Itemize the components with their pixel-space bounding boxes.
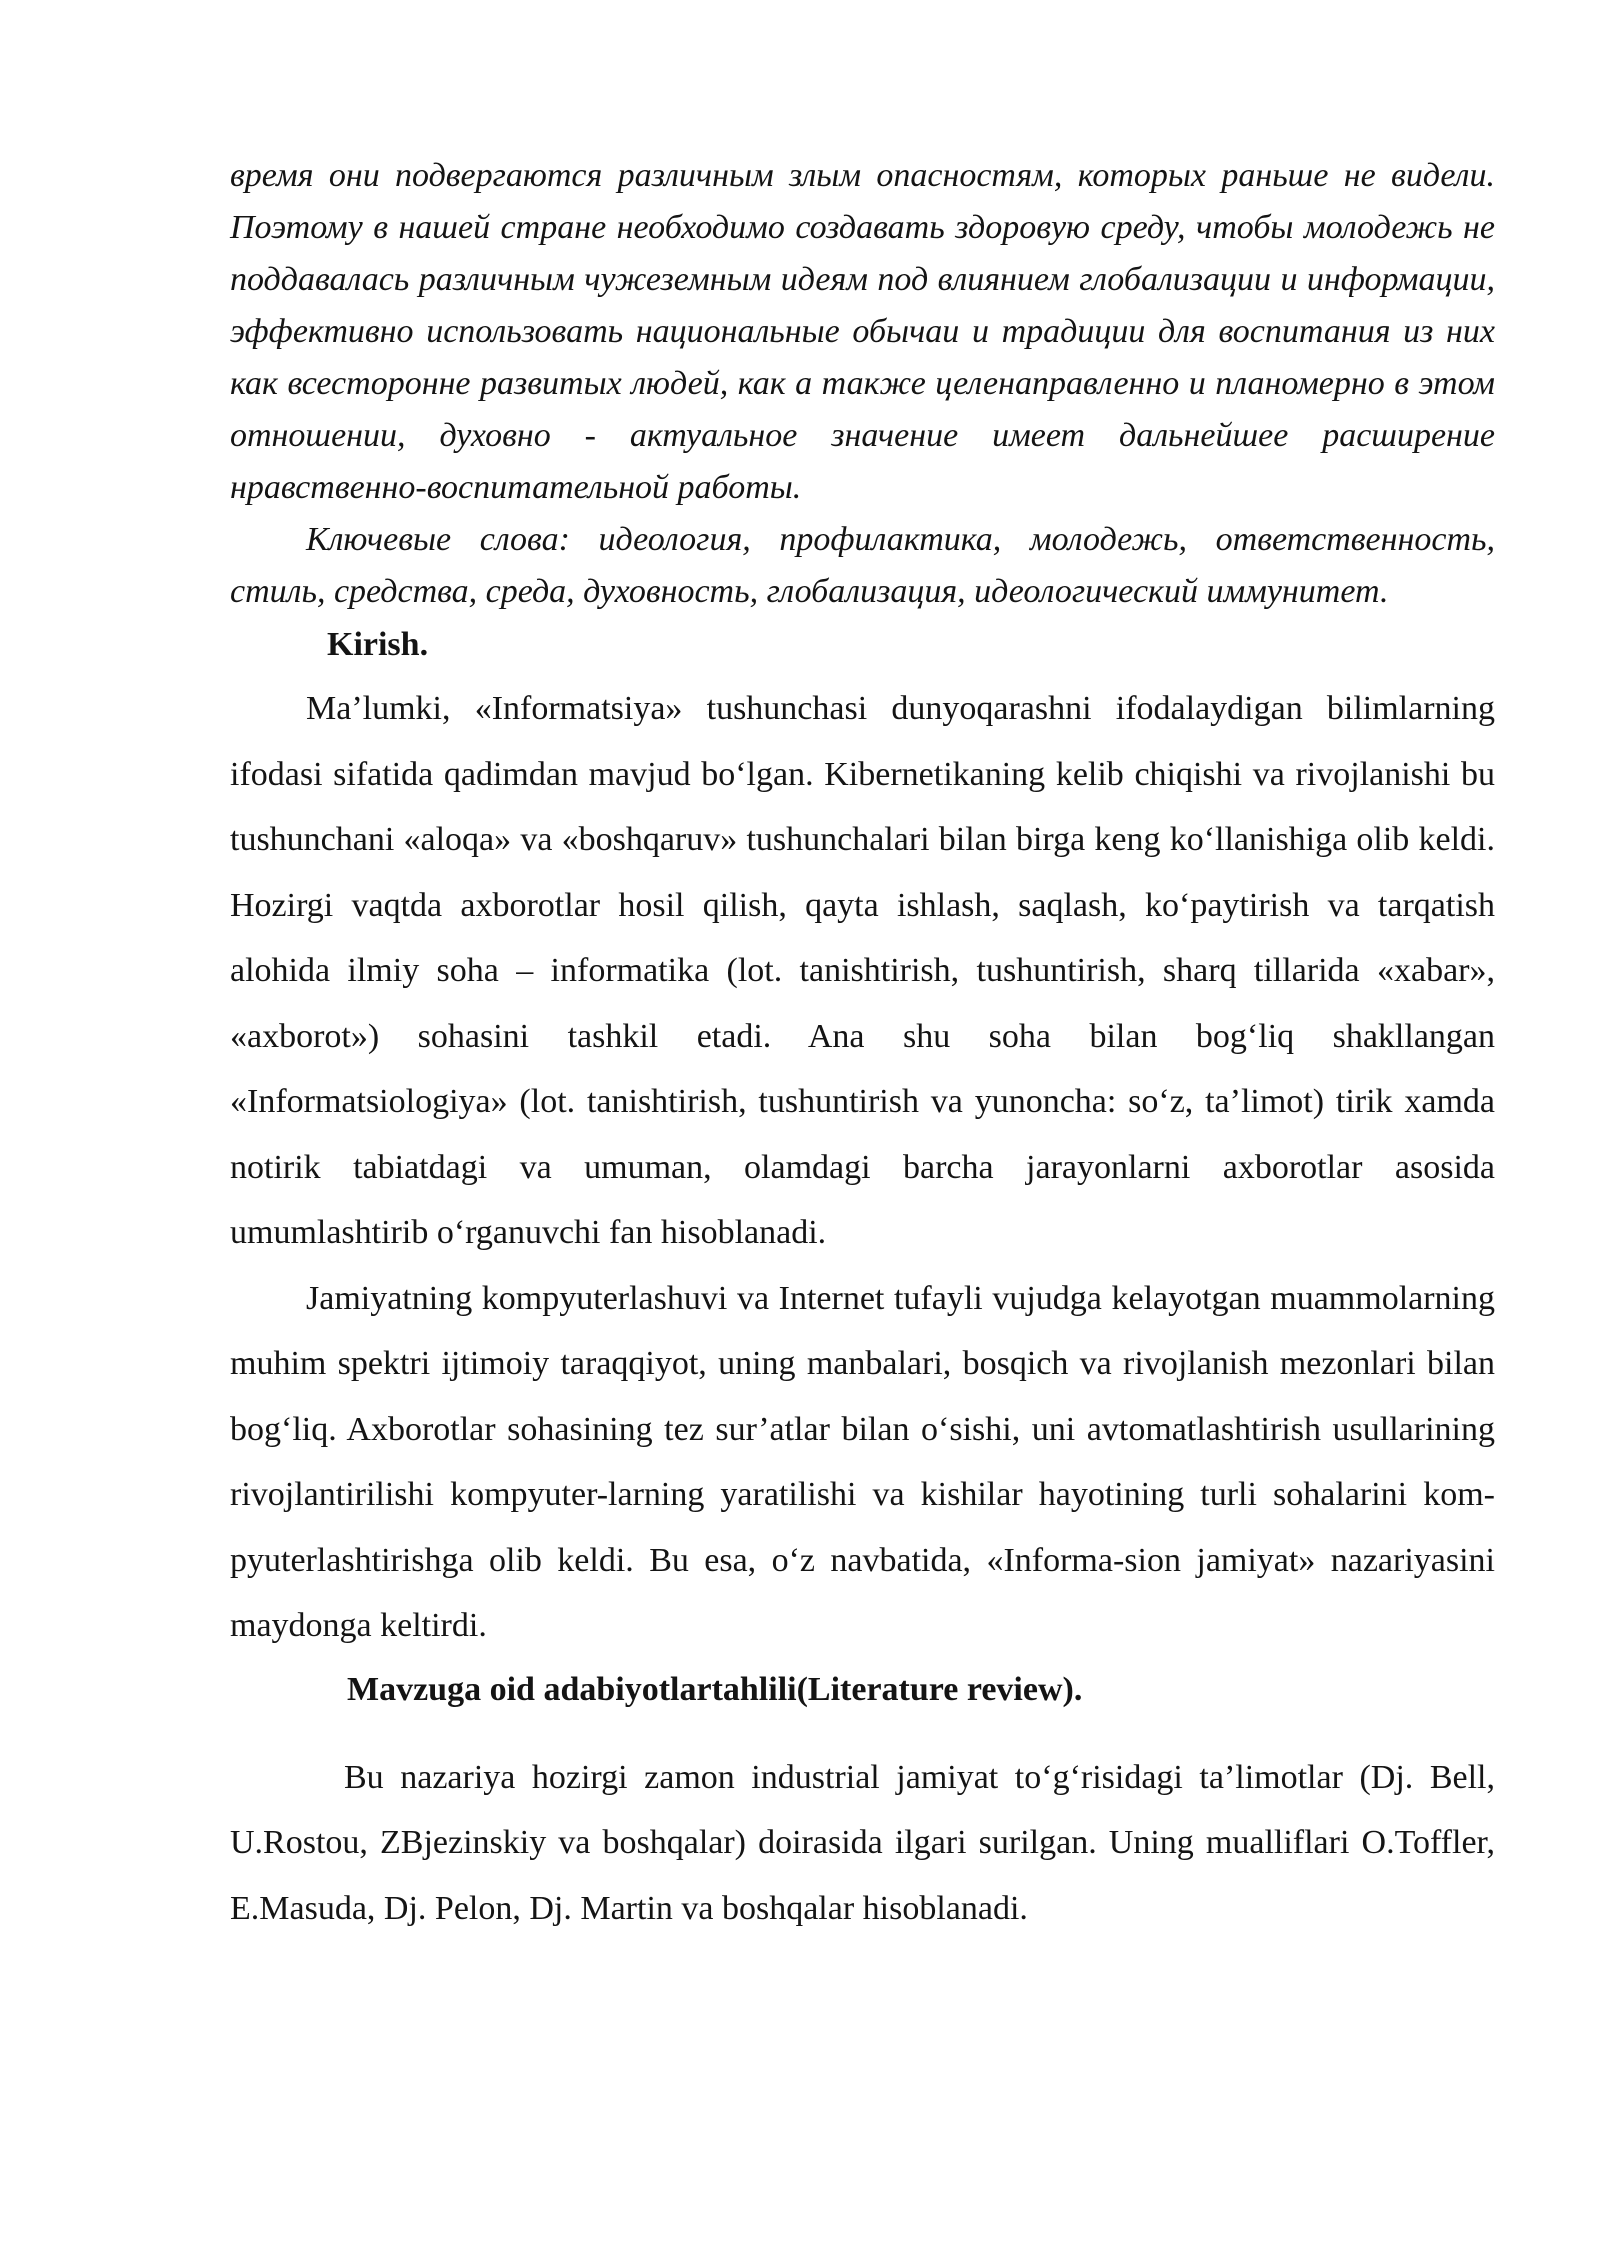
keywords-paragraph: Ключевые слова: идеология, профилактика, молодежь, ответственность, стиль, средства, среда, духовность, глобализация, идеологический иммунитет. (230, 521, 1495, 610)
intro-paragraph-1: Ma’lumki, «Informatsiya» tushunchasi dunyoqarashni ifodalaydigan bilimlarning ifodasi sifatida qadimdan mavjud bo‘lgan. Kibernetikaning kelib chiqishi va rivojlanishi bu tushunchani «aloqa» va «boshqaruv» tushunchalari bilan birga keng ko‘llanishiga olib keldi. Hozirgi vaqtda axborotlar hosil qilish, qayta ishlash, saqlash, ko‘paytirish va tarqatish alohida ilmiy soha – informatika (lot. tanishtirish, tushuntirish, sharq tillarida «xabar», «axborot») sohasini tashkil etadi. Ana shu soha bilan bog‘liq shakllangan «Informatsiologiya» (lot. tanishtirish, tushuntirish va yunoncha: so‘z, ta’limot) tirik xamda notirik tabiatdagi va umuman, olamdagi barcha jarayonlarni axborotlar asosida umumlashtirib o‘rganuvchi fan hisoblanadi. (230, 690, 1495, 1251)
abstract-paragraph: время они подвергаются различным злым опасностям, которых раньше не видели. Поэтому в нашей стране необходимо создавать здоровую среду, чтобы молодежь не поддавалась различным чужеземным идеям под влиянием глобализации и информации, эффективно использовать национальные обычаи и традиции для воспитания из них как всесторонне развитых людей, как а также целенаправленно и планомерно в этом отношении, духовно - актуальное значение имеет дальнейшее расширение нравственно-воспитательной работы. (230, 157, 1495, 506)
literature-review-heading: Mavzuga oid adabiyotlartahlili(Literature review). (347, 1670, 1083, 1708)
document-page (230, 150, 1495, 1941)
intro-heading: Kirish. (327, 626, 429, 663)
literature-review-paragraph: Bu nazariya hozirgi zamon industrial jamiyat to‘g‘risidagi ta’limotlar (Dj. Bell, U.Rostou, ZBjezinskiy va boshqalar) doirasida ilgari surilgan. Uning mualliflari O.Toffler, E.Masuda, Dj. Pelon, Dj. Martin va boshqalar hisoblanadi. (230, 1758, 1495, 1927)
intro-paragraph-2: Jamiyatning kompyuterlashuvi va Internet tufayli vujudga kelayotgan muammolarning muhim spektri ijtimoiy taraqqiyot, uning manbalari, bosqich va rivojlanish mezonlari bilan bog‘liq. Axborotlar sohasining tez sur’atlar bilan o‘sishi, uni avtomatlashtirish usullarining rivojlantirilishi kompyuter-larning yaratilishi va kishilar hayotining turli sohalarini kom-pyuterlashtirishga olib keldi. Bu esa, o‘z navbatida, «Informa-sion jamiyat» nazariyasini maydonga keltirdi. (230, 1279, 1495, 1644)
